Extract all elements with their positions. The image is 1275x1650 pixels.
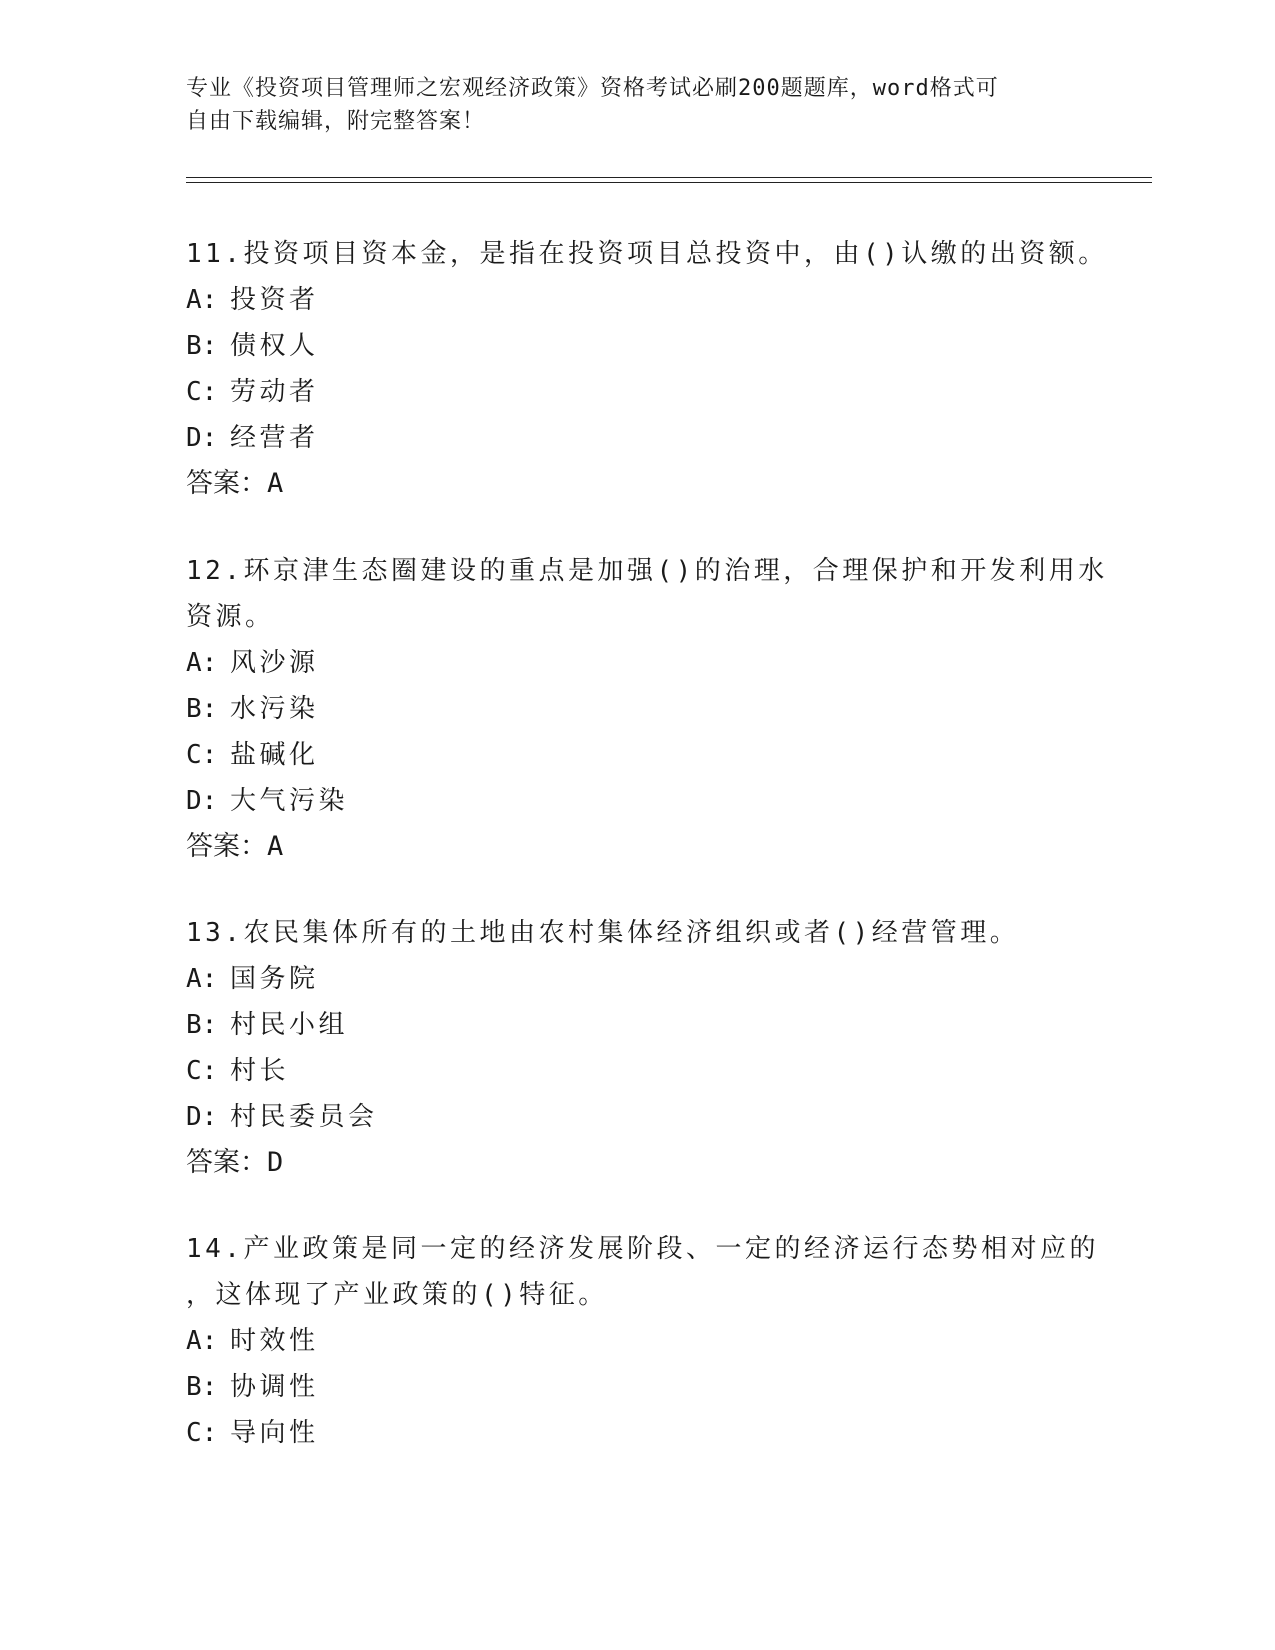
header-divider-top (186, 177, 1152, 178)
option-a (186, 277, 1086, 323)
answer-label: 答案： (186, 831, 267, 862)
header-line-2: 自由下载编辑，附完整答案！ (186, 109, 486, 134)
option-key: A: (186, 285, 218, 315)
option-key: B: (186, 1010, 218, 1040)
question-text-line: 12.环京津生态圈建设的重点是加强()的治理，合理保护和开发利用水 (186, 556, 1108, 586)
option-b (186, 1364, 1086, 1410)
option-text: 村长 (230, 1056, 290, 1086)
option-key: C: (186, 740, 218, 770)
option-key: C: (186, 377, 218, 407)
option-key: B: (186, 694, 218, 724)
question-text (186, 910, 1086, 956)
option-key: A: (186, 1326, 218, 1356)
option-key: C: (186, 1418, 218, 1448)
question-text-line: 14.产业政策是同一定的经济发展阶段、一定的经济运行态势相对应的 (186, 1234, 1099, 1264)
question-14 (186, 1226, 1099, 1456)
option-b (186, 323, 1086, 369)
option-key: A: (186, 964, 218, 994)
option-text: 劳动者 (230, 377, 319, 407)
question-text-line: 13.农民集体所有的土地由农村集体经济组织或者()经营管理。 (186, 918, 1020, 948)
option-text: 水污染 (230, 694, 319, 724)
answer (186, 1140, 1086, 1186)
answer-label: 答案： (186, 468, 267, 499)
option-text: 投资者 (230, 285, 319, 315)
option-key: A: (186, 648, 218, 678)
option-c (186, 1410, 1086, 1456)
question-text (186, 1226, 1099, 1318)
option-text: 债权人 (230, 331, 319, 361)
question-text (186, 231, 1108, 277)
option-c (186, 369, 1086, 415)
option-c (186, 1048, 1086, 1094)
answer-value: D (267, 1147, 284, 1178)
option-c (186, 732, 1086, 778)
option-text: 村民小组 (230, 1010, 349, 1040)
option-b (186, 686, 1086, 732)
answer-value: A (267, 468, 284, 499)
question-12 (186, 548, 1108, 870)
option-key: B: (186, 1372, 218, 1402)
question-text (186, 548, 1108, 640)
option-d (186, 778, 1086, 824)
header-line-1: 专业《投资项目管理师之宏观经济政策》资格考试必刷200题题库，word格式可 (186, 76, 999, 101)
question-text-line: 资源。 (186, 602, 275, 632)
question-13 (186, 910, 1086, 1186)
answer-value: A (267, 831, 284, 862)
option-a (186, 956, 1086, 1002)
option-b (186, 1002, 1086, 1048)
option-d (186, 1094, 1086, 1140)
option-text: 大气污染 (230, 786, 349, 816)
option-d (186, 415, 1086, 461)
header-divider-bottom (186, 182, 1152, 183)
answer-label: 答案： (186, 1147, 267, 1178)
option-a (186, 640, 1086, 686)
option-text: 时效性 (230, 1326, 319, 1356)
option-text: 导向性 (230, 1418, 319, 1448)
option-key: D: (186, 1102, 218, 1132)
answer (186, 824, 1086, 870)
question-text-line: 11.投资项目资本金，是指在投资项目总投资中，由()认缴的出资额。 (186, 239, 1108, 269)
option-text: 村民委员会 (230, 1102, 378, 1132)
option-key: C: (186, 1056, 218, 1086)
option-text: 经营者 (230, 423, 319, 453)
option-key: D: (186, 786, 218, 816)
option-key: D: (186, 423, 218, 453)
option-text: 盐碱化 (230, 740, 319, 770)
option-a (186, 1318, 1086, 1364)
option-key: B: (186, 331, 218, 361)
question-11 (186, 231, 1108, 507)
option-text: 协调性 (230, 1372, 319, 1402)
option-text: 国务院 (230, 964, 319, 994)
option-text: 风沙源 (230, 648, 319, 678)
document-header (186, 72, 1086, 138)
answer (186, 461, 1086, 507)
question-text-line: ，这体现了产业政策的()特征。 (186, 1280, 608, 1310)
